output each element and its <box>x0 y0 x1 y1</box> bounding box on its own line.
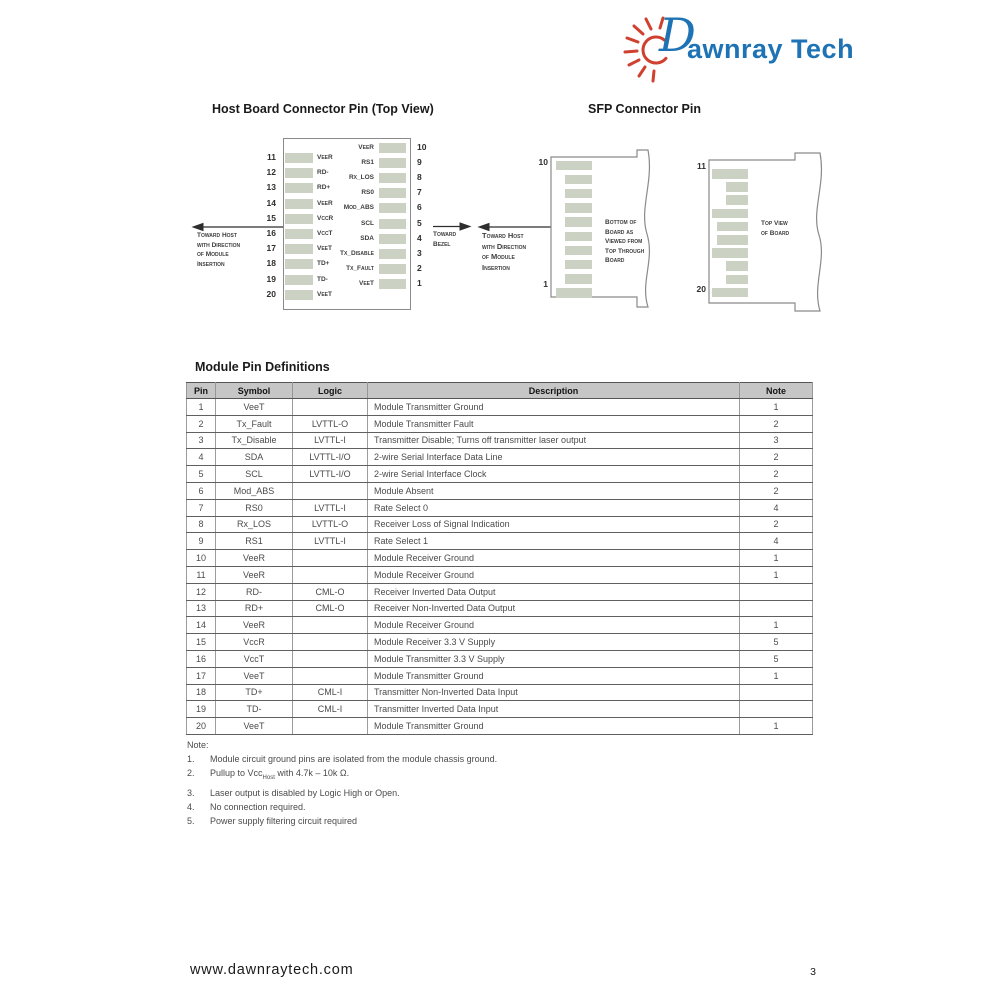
toward-bezel-label-line: Bezel <box>433 240 451 248</box>
page-number: 3 <box>810 966 816 978</box>
table-title: Module Pin Definitions <box>195 360 330 374</box>
table-cell: Module Receiver Ground <box>368 566 740 583</box>
top-board-top-pin-number: 11 <box>697 161 706 171</box>
board-pad <box>556 288 592 298</box>
pin-pad <box>379 158 406 168</box>
table-cell: Transmitter Inverted Data Input <box>368 701 740 718</box>
sfp-toward-host-label <box>482 231 526 273</box>
board-pad <box>712 169 748 179</box>
table-cell: 1 <box>740 399 813 416</box>
table-cell: 4 <box>740 499 813 516</box>
table-cell: 2 <box>740 449 813 466</box>
pin-label: VeeT <box>317 290 332 298</box>
board-pad <box>726 261 748 271</box>
pin-number: 16 <box>266 228 276 238</box>
pin-pad <box>379 203 406 213</box>
company-logo <box>616 10 866 86</box>
pin-label: VccR <box>317 214 334 222</box>
toward-bezel-label-line: Toward <box>433 231 457 238</box>
pin-number: 8 <box>417 171 422 182</box>
table-cell: LVTTL-I <box>293 432 368 449</box>
table-cell <box>293 650 368 667</box>
note-number: 5. <box>187 816 195 827</box>
table-row <box>187 399 813 416</box>
toward-bezel-label <box>433 230 456 249</box>
table-cell: 1 <box>187 399 216 416</box>
table-cell: 15 <box>187 634 216 651</box>
host-diagram-title: Host Board Connector Pin (Top View) <box>212 102 434 116</box>
table-cell <box>293 667 368 684</box>
pin-label: Mod_ABS <box>343 204 374 212</box>
table-header-cell: Description <box>368 383 740 399</box>
board-pad <box>726 275 748 285</box>
toward-bezel-arrow <box>433 223 470 230</box>
pin-pad <box>379 249 406 259</box>
pin-pad <box>285 153 313 163</box>
table-row <box>187 650 813 667</box>
table-cell: LVTTL-I/O <box>293 449 368 466</box>
table-cell: Module Absent <box>368 482 740 499</box>
table-row <box>187 617 813 634</box>
pin-number: 4 <box>417 232 422 243</box>
table-cell: 1 <box>740 550 813 567</box>
table-cell: Transmitter Disable; Turns off transmitter laser output <box>368 432 740 449</box>
table-cell <box>293 718 368 735</box>
table-cell <box>740 600 813 617</box>
table-cell: TD- <box>216 701 293 718</box>
note-item <box>187 786 497 800</box>
pin-label: VeeR <box>317 199 333 207</box>
table-cell <box>740 684 813 701</box>
table-header-cell: Symbol <box>216 383 293 399</box>
sfp-toward-host-label-line: Toward Host <box>482 231 524 240</box>
table-cell: CML-O <box>293 600 368 617</box>
table-cell: Module Receiver Ground <box>368 617 740 634</box>
table-row <box>187 550 813 567</box>
pin-label: RS0 <box>361 189 374 197</box>
sfp-toward-host-arrow <box>479 224 551 231</box>
table-row <box>187 667 813 684</box>
top-board-caption-line: Top View <box>761 220 788 227</box>
pin-pad <box>285 229 313 239</box>
table-row <box>187 583 813 600</box>
top-board-caption <box>761 219 789 238</box>
table-header-cell: Note <box>740 383 813 399</box>
note-text <box>210 814 357 828</box>
note-item <box>187 814 497 828</box>
table-cell: 8 <box>187 516 216 533</box>
table-cell: LVTTL-I/O <box>293 466 368 483</box>
pin-label: TD+ <box>317 260 330 268</box>
pin-pad <box>285 259 313 269</box>
board-pad <box>565 217 592 227</box>
pin-number: 6 <box>417 202 422 213</box>
note-text-segment: Module circuit ground pins are isolated from the module chassis ground. <box>210 754 498 764</box>
pin-number: 2 <box>417 263 422 274</box>
table-cell: VeeR <box>216 566 293 583</box>
pin-pad <box>285 275 313 285</box>
pin-pad <box>285 183 313 193</box>
pin-pad <box>379 219 406 229</box>
table-cell: VeeT <box>216 718 293 735</box>
sfp-toward-host-label-line: with Direction <box>482 241 527 251</box>
bottom-board-caption-line: Viewed from <box>605 238 643 245</box>
pin-label: Tx_Disable <box>340 249 374 257</box>
table-cell: LVTTL-O <box>293 516 368 533</box>
pin-pad <box>285 290 313 300</box>
table-cell <box>293 399 368 416</box>
table-cell: 5 <box>740 634 813 651</box>
pin-label: VccT <box>317 230 333 237</box>
board-pad <box>712 288 748 298</box>
board-pad <box>726 195 748 205</box>
note-text <box>210 752 497 766</box>
table-cell: LVTTL-O <box>293 415 368 432</box>
bottom-board-caption <box>605 218 644 266</box>
pin-pad <box>379 173 406 183</box>
toward-host-label-line: of Module <box>197 251 229 258</box>
logo-text: awnray Tech <box>687 34 855 64</box>
board-pad <box>565 203 592 213</box>
table-cell: TD+ <box>216 684 293 701</box>
top-board-caption-line: of Board <box>761 229 790 237</box>
board-pad <box>565 175 592 185</box>
pin-number: 3 <box>417 247 422 258</box>
pin-number: 19 <box>266 273 276 284</box>
table-cell: SDA <box>216 449 293 466</box>
board-pad <box>726 182 748 192</box>
table-cell <box>740 583 813 600</box>
pin-number: 9 <box>417 156 422 167</box>
note-item <box>187 752 497 766</box>
table-cell: 2 <box>740 516 813 533</box>
table-cell: CML-I <box>293 684 368 701</box>
table-cell: LVTTL-I <box>293 533 368 550</box>
table-cell: VeeT <box>216 399 293 416</box>
table-cell: 12 <box>187 583 216 600</box>
sfp-toward-host-label-line: of Module <box>482 252 515 261</box>
table-cell: 18 <box>187 684 216 701</box>
notes-list <box>187 752 497 829</box>
toward-host-label-line: with Direction <box>197 241 241 249</box>
note-text-segment: Pullup to Vcc <box>210 768 263 779</box>
table-cell: 2 <box>187 415 216 432</box>
pin-label: TD- <box>317 275 328 283</box>
table-cell: 5 <box>187 466 216 483</box>
pin-label: SCL <box>361 219 374 227</box>
table-header-row <box>187 383 813 399</box>
table-cell: Rate Select 0 <box>368 499 740 516</box>
table-cell: Module Receiver 3.3 V Supply <box>368 634 740 651</box>
pin-number: 10 <box>417 141 427 152</box>
notes-section <box>187 738 497 829</box>
table-cell: Tx_Disable <box>216 432 293 449</box>
pin-pad <box>379 143 406 153</box>
board-pad <box>556 161 592 171</box>
note-item <box>187 800 497 814</box>
table-cell: 6 <box>187 482 216 499</box>
pin-pad <box>285 214 313 224</box>
bottom-board-caption-line: Top Through <box>605 247 645 255</box>
table-cell: Module Transmitter Ground <box>368 399 740 416</box>
table-row <box>187 516 813 533</box>
note-item <box>187 766 497 785</box>
table-cell: Module Transmitter 3.3 V Supply <box>368 650 740 667</box>
table-row <box>187 701 813 718</box>
table-row <box>187 684 813 701</box>
toward-host-label-line: Insertion <box>197 260 225 268</box>
pin-pad <box>379 188 406 198</box>
table-cell: SCL <box>216 466 293 483</box>
table-cell: RS1 <box>216 533 293 550</box>
table-cell: Module Transmitter Ground <box>368 667 740 684</box>
table-cell: Tx_Fault <box>216 415 293 432</box>
table-cell: Receiver Non-Inverted Data Output <box>368 600 740 617</box>
bottom-board-caption-line: Board as <box>605 228 634 236</box>
pin-pad <box>379 264 406 274</box>
table-cell: Receiver Inverted Data Output <box>368 583 740 600</box>
table-cell: VeeT <box>216 667 293 684</box>
table-cell: Rx_LOS <box>216 516 293 533</box>
table-cell: 1 <box>740 566 813 583</box>
table-cell: Module Transmitter Fault <box>368 415 740 432</box>
pin-label: VeeT <box>317 245 332 253</box>
pin-label: Tx_Fault <box>346 265 374 273</box>
note-text-segment: with 4.7k – 10k Ω. <box>274 768 350 779</box>
table-cell: 13 <box>187 600 216 617</box>
table-cell: 17 <box>187 667 216 684</box>
pin-pad <box>285 199 313 209</box>
diagram-overlay <box>180 130 860 320</box>
pin-label: Rx_LOS <box>348 173 374 181</box>
table-cell: CML-I <box>293 701 368 718</box>
note-text <box>210 766 349 785</box>
logo-letter-d: D <box>659 8 696 62</box>
table-header-cell: Pin <box>187 383 216 399</box>
board-pad <box>712 248 748 258</box>
board-pad <box>717 235 748 245</box>
pin-number: 11 <box>267 152 276 162</box>
table-cell <box>293 634 368 651</box>
note-text-segment: No connection required. <box>210 802 306 813</box>
table-cell: 11 <box>187 566 216 583</box>
pin-number: 1 <box>417 278 422 289</box>
table-cell: 16 <box>187 650 216 667</box>
table-cell: 2-wire Serial Interface Data Line <box>368 449 740 466</box>
table-row <box>187 466 813 483</box>
table-cell: 2 <box>740 466 813 483</box>
table-cell: 5 <box>740 650 813 667</box>
table-header-cell: Logic <box>293 383 368 399</box>
note-number: 3. <box>187 787 195 798</box>
table-cell: 3 <box>740 432 813 449</box>
table-cell: Mod_ABS <box>216 482 293 499</box>
table-row <box>187 533 813 550</box>
table-cell <box>293 550 368 567</box>
table-row <box>187 634 813 651</box>
pin-pad <box>379 279 406 289</box>
table-cell <box>740 701 813 718</box>
table-cell: VeeR <box>216 550 293 567</box>
note-subscript: Host <box>262 775 275 782</box>
note-number: 4. <box>187 802 195 813</box>
table-row <box>187 600 813 617</box>
table-row <box>187 449 813 466</box>
board-pad <box>565 274 592 284</box>
note-text <box>210 800 306 814</box>
table-cell: LVTTL-I <box>293 499 368 516</box>
table-cell <box>293 566 368 583</box>
pin-number: 15 <box>266 212 276 223</box>
board-pad <box>565 260 592 270</box>
pin-pad <box>285 168 313 178</box>
board-pad <box>717 222 748 232</box>
top-board-bottom-pin-number: 20 <box>696 284 706 294</box>
table-row <box>187 432 813 449</box>
board-pad <box>565 246 592 256</box>
pin-number: 17 <box>266 243 276 254</box>
board-pad <box>712 209 748 219</box>
pin-label: VeeR <box>317 154 333 161</box>
pin-pad <box>379 234 406 244</box>
note-text-segment: Laser output is disabled by Logic High or Open. <box>210 787 400 798</box>
pin-number: 18 <box>266 258 276 269</box>
table-cell: 14 <box>187 617 216 634</box>
table-cell: 2-wire Serial Interface Clock <box>368 466 740 483</box>
bottom-board-bottom-pin-number: 1 <box>543 279 548 289</box>
note-text <box>210 786 400 800</box>
table-cell: 2 <box>740 482 813 499</box>
toward-host-label <box>197 231 240 269</box>
board-pad <box>565 232 592 242</box>
table-cell: RS0 <box>216 499 293 516</box>
pin-pad <box>285 244 313 254</box>
bottom-board-caption-line: Board <box>605 257 625 264</box>
table-cell: CML-O <box>293 583 368 600</box>
bottom-board-top-pin-number: 10 <box>538 157 548 167</box>
pin-label: RD- <box>317 169 329 177</box>
table-cell: RD+ <box>216 600 293 617</box>
table-cell: 1 <box>740 667 813 684</box>
table-row <box>187 499 813 516</box>
pin-number: 12 <box>266 167 276 178</box>
pin-label: VeeT <box>359 280 374 288</box>
table-cell: 10 <box>187 550 216 567</box>
footer-website: www.dawnraytech.com <box>190 962 354 978</box>
table-cell: Transmitter Non-Inverted Data Input <box>368 684 740 701</box>
pin-label: SDA <box>360 234 374 242</box>
table-cell: Receiver Loss of Signal Indication <box>368 516 740 533</box>
table-cell: 3 <box>187 432 216 449</box>
table-cell: Rate Select 1 <box>368 533 740 550</box>
pin-number: 5 <box>417 217 422 228</box>
table-row <box>187 415 813 432</box>
table-cell: Module Receiver Ground <box>368 550 740 567</box>
pin-label: VeeR <box>358 143 374 151</box>
note-number: 2. <box>187 768 195 779</box>
table-cell: 2 <box>740 415 813 432</box>
table-cell <box>293 482 368 499</box>
note-text-segment: Power supply filtering circuit required <box>210 816 358 827</box>
table-row <box>187 482 813 499</box>
sfp-diagram-title: SFP Connector Pin <box>588 102 701 116</box>
notes-label: Note: <box>187 740 209 750</box>
pin-number: 14 <box>266 197 276 208</box>
table-cell: VeeR <box>216 617 293 634</box>
toward-host-label-line: Toward Host <box>197 232 237 239</box>
table-cell <box>293 617 368 634</box>
sfp-toward-host-label-line: Insertion <box>482 262 510 272</box>
table-cell: 4 <box>187 449 216 466</box>
pin-label: RD+ <box>317 184 331 192</box>
pin-number: 20 <box>266 288 276 299</box>
table-row <box>187 566 813 583</box>
table-cell: 1 <box>740 617 813 634</box>
table-cell: VccT <box>216 650 293 667</box>
pin-number: 13 <box>266 182 276 193</box>
table-cell: 19 <box>187 701 216 718</box>
table-cell: 9 <box>187 533 216 550</box>
bottom-board-caption-line: Bottom of <box>605 219 637 226</box>
table-cell: VccR <box>216 634 293 651</box>
table-cell: 4 <box>740 533 813 550</box>
pin-label: RS1 <box>361 158 374 166</box>
table-cell: RD- <box>216 583 293 600</box>
table-cell: 1 <box>740 718 813 735</box>
table-row <box>187 718 813 735</box>
table-cell: Module Transmitter Ground <box>368 718 740 735</box>
pin-number: 7 <box>417 187 422 198</box>
note-number: 1. <box>187 754 195 764</box>
pin-definitions-table <box>186 382 813 735</box>
table-cell: 7 <box>187 499 216 516</box>
table-cell: 20 <box>187 718 216 735</box>
board-pad <box>565 189 592 199</box>
